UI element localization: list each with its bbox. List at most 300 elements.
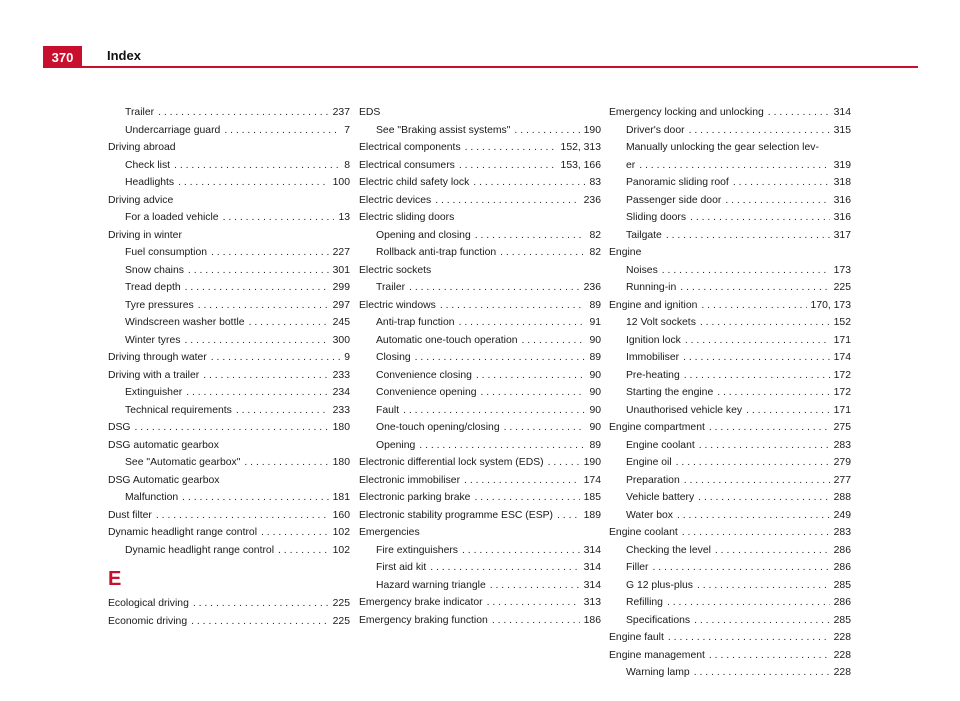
index-entry-label: Malfunction [125,492,179,503]
index-page-ref: 90 [589,387,601,398]
index-page-ref: 172 [833,369,851,381]
dot-leader [135,419,329,437]
index-page-ref: 90 [589,422,601,433]
index-page-ref: 285 [833,614,851,626]
index-subentry [108,262,350,280]
index-page-ref: 245 [332,317,350,328]
index-entry-label: Electrical consumers [359,159,455,171]
index-page-ref: 180 [332,422,350,433]
index-page-ref: 237 [332,107,350,118]
index-entry [359,489,601,507]
index-entry-label: Fault [376,404,400,416]
index-entry-label: Headlights [125,177,175,188]
index-page-ref: 89 [589,439,601,451]
index-page-ref: 279 [833,457,851,468]
index-page-ref: 236 [583,194,601,206]
index-subentry [359,577,601,595]
index-subentry [108,384,350,402]
index-page-ref: 102 [332,527,350,538]
index-page-ref: 8 [344,159,350,171]
dot-leader [522,332,586,350]
dot-leader [768,104,830,122]
dot-leader [193,595,329,613]
index-page-ref: 82 [589,247,601,258]
index-page-ref: 186 [583,614,601,626]
index-entry-label: Engine compartment [609,422,705,433]
index-entry-label: Ecological driving [108,598,189,609]
index-entry-label: Electronic stability programme ESC (ESP) [359,509,554,521]
index-entry-label: Trailer [376,282,406,293]
index-subentry [359,402,601,420]
index-entry-label: One-touch opening/closing [376,422,500,433]
dot-leader [465,139,557,157]
index-entry [359,139,601,157]
dot-leader [490,577,580,595]
index-subentry [108,209,350,227]
dot-leader [459,157,557,175]
dot-leader [557,507,580,525]
index-subentry [609,472,851,490]
index-page-ref: 285 [833,579,851,591]
dot-leader [188,262,329,280]
index-entry-label: Tread depth [125,282,181,293]
index-subentry [609,507,851,525]
index-page-ref: 9 [344,352,350,363]
index-page-ref: 318 [833,177,851,188]
index-page-ref: 89 [589,299,601,311]
index-page-ref: 181 [332,492,350,503]
dot-leader [667,594,830,612]
index-entry-label: Electric child safety lock [359,177,470,188]
index-page-ref: 152, 313 [560,142,601,153]
index-entry [359,297,601,315]
index-entry-label: Tyre pressures [125,299,194,311]
index-subentry [609,594,851,612]
index-entry-label: Noises [626,264,658,276]
dot-leader [211,244,329,262]
index-page-ref: 286 [833,562,851,573]
index-entry-label: Dynamic headlight range control [108,527,258,538]
index-entry [609,647,851,665]
index-subentry [609,402,851,420]
dot-leader [178,174,329,192]
index-entry [108,507,350,525]
index-entry-label: Driving with a trailer [108,369,200,381]
index-entry-label: Filler [626,562,649,573]
dot-leader [278,542,329,560]
index-subentry [609,664,851,682]
index-entry-label: Opening [376,439,416,451]
dot-leader [182,489,329,507]
index-entry-label: Technical requirements [125,404,232,416]
index-entry-label: G 12 plus-plus [626,579,693,591]
dot-leader [684,472,830,490]
dot-leader [236,402,329,420]
index-heading: Electric sockets [359,264,432,276]
index-page-ref: 90 [589,404,601,416]
index-subentry [609,577,851,595]
index-entry-label: Warning lamp [626,667,690,678]
page-number-badge: 370 [43,46,82,68]
index-entry-label: Engine management [609,649,705,661]
index-subentry [359,349,601,367]
dot-leader [186,384,328,402]
index-page-ref: 300 [332,334,350,346]
index-page-ref: 190 [583,124,601,136]
dot-leader [419,437,585,455]
index-entry [108,524,350,542]
index-subentry [609,262,851,280]
dot-leader [698,489,829,507]
index-page-ref: 100 [332,177,350,188]
index-entry-label: Engine fault [609,632,664,643]
index-subentry [108,402,350,420]
index-subentry [108,174,350,192]
index-entry [359,454,601,472]
index-entry-label: Unauthorised vehicle key [626,404,743,416]
index-subentry [609,279,851,297]
index-entry-label: Running-in [626,282,677,293]
index-subentry [108,157,350,175]
index-entry-label: Fire extinguishers [376,544,459,556]
index-entry-label: Check list [125,159,171,171]
index-page-ref: 7 [344,124,350,136]
index-entry-label: Engine oil [626,457,672,468]
index-page-ref: 185 [583,492,601,503]
dot-leader [677,507,830,525]
index-page-ref: 225 [332,615,350,627]
index-page-ref: 301 [332,264,350,276]
index-page-ref: 297 [332,299,350,311]
index-entry-label: Electronic parking brake [359,492,471,503]
index-entry-label: Electrical components [359,142,461,153]
index-entry-label: Rollback anti-trap function [376,247,497,258]
index-entry-label: DSG [108,422,131,433]
header-divider [43,66,918,68]
index-heading: Driving in winter [108,229,182,241]
dot-leader [174,157,340,175]
index-subentry [609,489,851,507]
index-letter-heading: E [108,568,122,590]
index-entry-label: Winter tyres [125,334,181,346]
index-subentry [609,314,851,332]
index-subentry [609,332,851,350]
index-entry [359,174,601,192]
dot-leader [689,122,830,140]
dot-leader [682,524,830,542]
index-page-ref: 286 [833,597,851,608]
index-page-ref: 170, 173 [810,299,851,311]
index-page-ref: 228 [833,649,851,661]
index-entry [359,157,601,175]
index-entry-label: Snow chains [125,264,184,276]
index-page-ref: 13 [338,212,350,223]
index-subentry [359,244,601,262]
index-column-3 [609,104,851,682]
index-subentry [609,227,851,245]
index-subentry [609,367,851,385]
index-page-ref: 174 [583,474,601,486]
index-subentry [609,174,851,192]
dot-leader [653,559,830,577]
index-page-ref: 233 [332,369,350,381]
index-page-ref: 315 [833,124,851,136]
index-page-ref: 90 [589,369,601,381]
dot-leader [504,419,586,437]
index-entry-label: Electronic differential lock system (EDS) [359,457,544,468]
dot-leader [473,174,585,192]
index-page-ref: 233 [332,404,350,416]
dot-leader [733,174,830,192]
index-subentry [609,542,851,560]
index-page-ref: 180 [332,457,350,468]
dot-leader [680,279,829,297]
index-page-ref: 228 [833,667,851,678]
index-entry-label: Water box [626,509,673,521]
dot-leader [676,454,830,472]
index-entry [609,104,851,122]
index-page-ref: 90 [589,334,601,346]
index-entry-label: Pre-heating [626,369,680,381]
index-subentry [609,122,851,140]
index-entry [609,419,851,437]
index-entry [108,367,350,385]
index-subentry [108,489,350,507]
index-page-ref: 234 [332,387,350,398]
index-entry-label: Passenger side door [626,194,722,206]
index-column-2 [359,104,601,629]
index-entry-label: Anti-trap function [376,317,455,328]
index-page-ref: 316 [833,212,851,223]
dot-leader [211,349,340,367]
index-entry-label: Panoramic sliding roof [626,177,729,188]
index-entry-label: Dynamic headlight range control [125,544,275,556]
dot-leader [690,209,830,227]
index-entry-label: See "Braking assist systems" [376,124,511,136]
dot-leader [476,367,586,385]
dot-leader [487,594,580,612]
index-subentry [609,559,851,577]
index-entry-label: Convenience opening [376,387,477,398]
index-entry-label: Specifications [626,614,691,626]
index-subentry [609,349,851,367]
index-entry-label: Checking the level [626,544,711,556]
index-entry [108,595,350,613]
index-entry [359,507,601,525]
index-entry-label: Starting the engine [626,387,714,398]
index-subentry [359,384,601,402]
dot-leader [185,279,329,297]
index-page-ref: 91 [589,317,601,328]
index-entry-label: Hazard warning triangle [376,579,486,591]
index-page-ref: 173 [833,264,851,276]
index-page-ref: 190 [583,457,601,468]
section-title: Index [107,48,141,63]
index-entry-label: 12 Volt sockets [626,317,696,328]
index-subentry [359,367,601,385]
index-page-ref: 228 [833,632,851,643]
index-page-ref: 172 [833,387,851,398]
index-page-ref: 288 [833,492,851,503]
index-subentry [359,122,601,140]
dot-leader [715,542,830,560]
index-entry-label: For a loaded vehicle [125,212,219,223]
index-page-ref: 299 [332,282,350,293]
index-page-ref: 171 [833,334,851,346]
index-heading: EDS [359,107,381,118]
index-entry-label: Immobiliser [626,352,680,363]
index-heading: Driving abroad [108,142,176,153]
index-page-ref: 82 [589,229,601,241]
index-page-ref: 153, 166 [560,159,601,171]
index-entry [609,524,851,542]
index-entry [359,192,601,210]
index-subentry [609,454,851,472]
index-heading: Manually unlocking the gear selection lev- [626,142,819,153]
dot-leader [685,332,830,350]
index-page-ref: 225 [833,282,851,293]
index-entry-label: Electric devices [359,194,432,206]
index-entry-label: Driver's door [626,124,685,136]
index-entry-label: Sliding doors [626,212,687,223]
index-heading: DSG automatic gearbox [108,439,219,451]
index-entry-label: Undercarriage guard [125,124,221,136]
dot-leader [662,262,830,280]
index-entry-label: Extinguisher [125,387,183,398]
dot-leader [459,314,586,332]
index-entry [609,297,851,315]
index-entry [108,613,350,631]
dot-leader [184,332,328,350]
index-entry-label: Engine and ignition [609,299,698,311]
index-subentry [359,332,601,350]
dot-leader [699,437,830,455]
dot-leader [191,613,329,631]
dot-leader [639,157,829,175]
index-page-ref: 236 [583,282,601,293]
dot-leader [244,454,328,472]
dot-leader [694,664,830,682]
index-page-ref: 314 [583,562,601,573]
index-page-ref: 275 [833,422,851,433]
index-subentry [609,612,851,630]
index-subentry [108,314,350,332]
index-subentry [108,244,350,262]
index-entry-label: Closing [376,352,411,363]
index-entry [108,349,350,367]
index-entry-label: Windscreen washer bottle [125,317,245,328]
index-entry-label: Driving through water [108,352,207,363]
dot-leader [709,419,830,437]
index-page-ref: 249 [833,509,851,521]
dot-leader [701,297,806,315]
dot-leader [668,629,830,647]
index-subentry [108,454,350,472]
index-subentry [359,419,601,437]
index-subentry [108,279,350,297]
index-page-ref: 314 [583,579,601,591]
index-entry-label: Emergency brake indicator [359,597,483,608]
index-subentry [359,437,601,455]
dot-leader [223,209,335,227]
page-header [0,0,960,70]
index-page-ref: 83 [589,177,601,188]
index-entry [108,419,350,437]
dot-leader [492,612,580,630]
index-page-ref: 283 [833,527,851,538]
index-entry [359,594,601,612]
dot-leader [709,647,830,665]
index-page-ref: 283 [833,439,851,451]
index-subentry [609,384,851,402]
index-subentry [609,209,851,227]
dot-leader [203,367,328,385]
dot-leader [415,349,586,367]
index-subentry [359,559,601,577]
index-subentry [108,297,350,315]
index-entry-label: Convenience closing [376,369,472,381]
index-entry-label: Emergency locking and unlocking [609,107,764,118]
index-heading: DSG Automatic gearbox [108,474,220,486]
index-subentry [108,542,350,560]
index-entry-label: Opening and closing [376,229,471,241]
index-entry-label: er [626,159,636,171]
index-page-ref: 313 [583,597,601,608]
index-column-1 [108,104,350,630]
index-subentry [609,437,851,455]
index-entry-label: Engine coolant [609,527,678,538]
dot-leader [697,577,830,595]
index-entry [609,629,851,647]
dot-leader [403,402,585,420]
dot-leader [261,524,329,542]
index-entry [359,612,601,630]
index-page-ref: 314 [583,544,601,556]
index-entry-label: Emergency braking function [359,614,488,626]
index-subentry [609,192,851,210]
dot-leader [717,384,829,402]
index-entry [359,472,601,490]
index-entry-label: Electric windows [359,299,436,311]
index-subentry [359,227,601,245]
index-subentry [359,314,601,332]
index-page-ref: 225 [332,598,350,609]
dot-leader [475,227,586,245]
dot-leader [409,279,580,297]
index-entry-label: Economic driving [108,615,188,627]
index-page-ref: 89 [589,352,601,363]
dot-leader [462,542,580,560]
dot-leader [684,367,830,385]
index-entry-label: Dust filter [108,509,152,521]
index-entry-label: First aid kit [376,562,427,573]
index-subentry [108,104,350,122]
index-page-ref: 319 [833,159,851,171]
dot-leader [548,454,580,472]
index-page-ref: 317 [833,229,851,241]
index-page-ref: 314 [833,107,851,118]
dot-leader [474,489,579,507]
dot-leader [725,192,829,210]
index-subentry [609,157,851,175]
index-entry-label: See "Automatic gearbox" [125,457,241,468]
dot-leader [746,402,830,420]
dot-leader [514,122,579,140]
index-entry-label: Electronic immobiliser [359,474,461,486]
dot-leader [481,384,586,402]
index-page-ref: 227 [332,247,350,258]
index-page-ref: 152 [833,317,851,328]
